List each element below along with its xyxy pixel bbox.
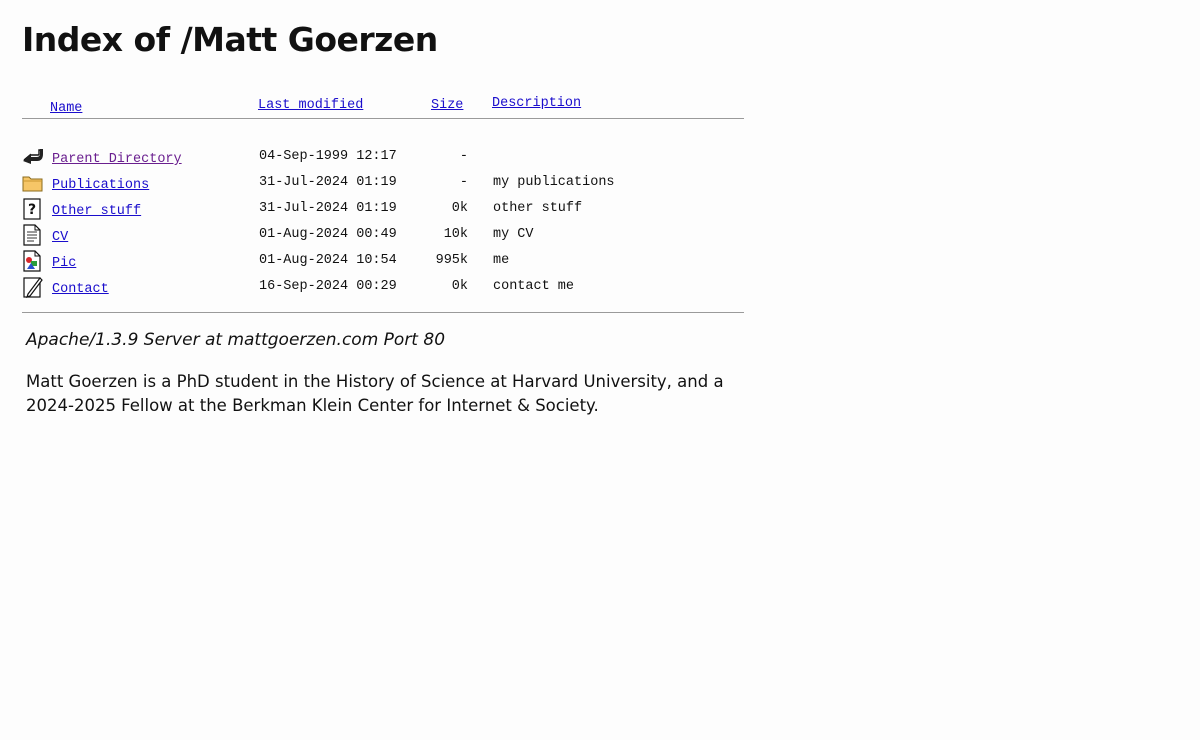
cv-link[interactable]: CV — [52, 230, 69, 245]
last-modified-date: 01-Aug-2024 10:54 — [259, 253, 397, 268]
file-size: 10k — [443, 227, 468, 242]
table-row — [22, 224, 744, 250]
file-description: other stuff — [493, 201, 583, 216]
text-document-icon — [22, 224, 44, 246]
file-description: my publications — [493, 175, 615, 190]
file-size: - — [459, 175, 468, 190]
table-row — [22, 250, 744, 276]
directory-listing — [22, 96, 744, 297]
sort-by-size-link[interactable]: Size — [431, 98, 464, 113]
file-list — [22, 146, 744, 302]
footer-divider — [22, 312, 744, 313]
bio-paragraph: Matt Goerzen is a PhD student in the History of Science at Harvard University, and a 2024-2025 Fellow at the Berkman Klein Center for Internet & Society. — [26, 372, 724, 415]
last-modified-date: 01-Aug-2024 00:49 — [259, 227, 397, 242]
back-arrow-icon — [22, 146, 44, 168]
sort-by-name-link[interactable]: Name — [50, 101, 83, 116]
file-size: 0k — [451, 279, 468, 294]
last-modified-date: 04-Sep-1999 12:17 — [259, 149, 397, 164]
file-description: my CV — [493, 227, 534, 242]
header-divider — [22, 118, 744, 119]
file-description: contact me — [493, 279, 575, 294]
file-size: 0k — [451, 201, 468, 216]
page-title: Index of /Matt Goerzen — [22, 20, 438, 59]
folder-icon — [22, 172, 44, 194]
column-headers — [22, 96, 744, 116]
image-file-icon — [22, 250, 44, 272]
table-row — [22, 276, 744, 302]
last-modified-date: 31-Jul-2024 01:19 — [259, 201, 397, 216]
pic-link[interactable]: Pic — [52, 256, 77, 271]
server-signature: Apache/1.3.9 Server at mattgoerzen.com Port 80 — [26, 330, 446, 350]
svg-text:?: ? — [27, 202, 37, 218]
file-size: - — [459, 149, 468, 164]
table-row — [22, 172, 744, 198]
unknown-file-icon — [22, 198, 44, 220]
last-modified-date: 16-Sep-2024 00:29 — [259, 279, 397, 294]
edit-document-icon — [22, 276, 44, 298]
file-description: me — [493, 253, 510, 268]
sort-by-description-link[interactable]: Description — [492, 96, 582, 111]
table-row — [22, 198, 744, 224]
publications-link[interactable]: Publications — [52, 178, 150, 193]
last-modified-date: 31-Jul-2024 01:19 — [259, 175, 397, 190]
contact-link[interactable]: Contact — [52, 282, 109, 297]
table-row — [22, 146, 744, 172]
sort-by-last-modified-link[interactable]: Last modified — [258, 98, 364, 113]
other-stuff-link[interactable]: Other stuff — [52, 204, 142, 219]
parent-directory-link[interactable]: Parent Directory — [52, 152, 182, 167]
file-size: 995k — [435, 253, 468, 268]
